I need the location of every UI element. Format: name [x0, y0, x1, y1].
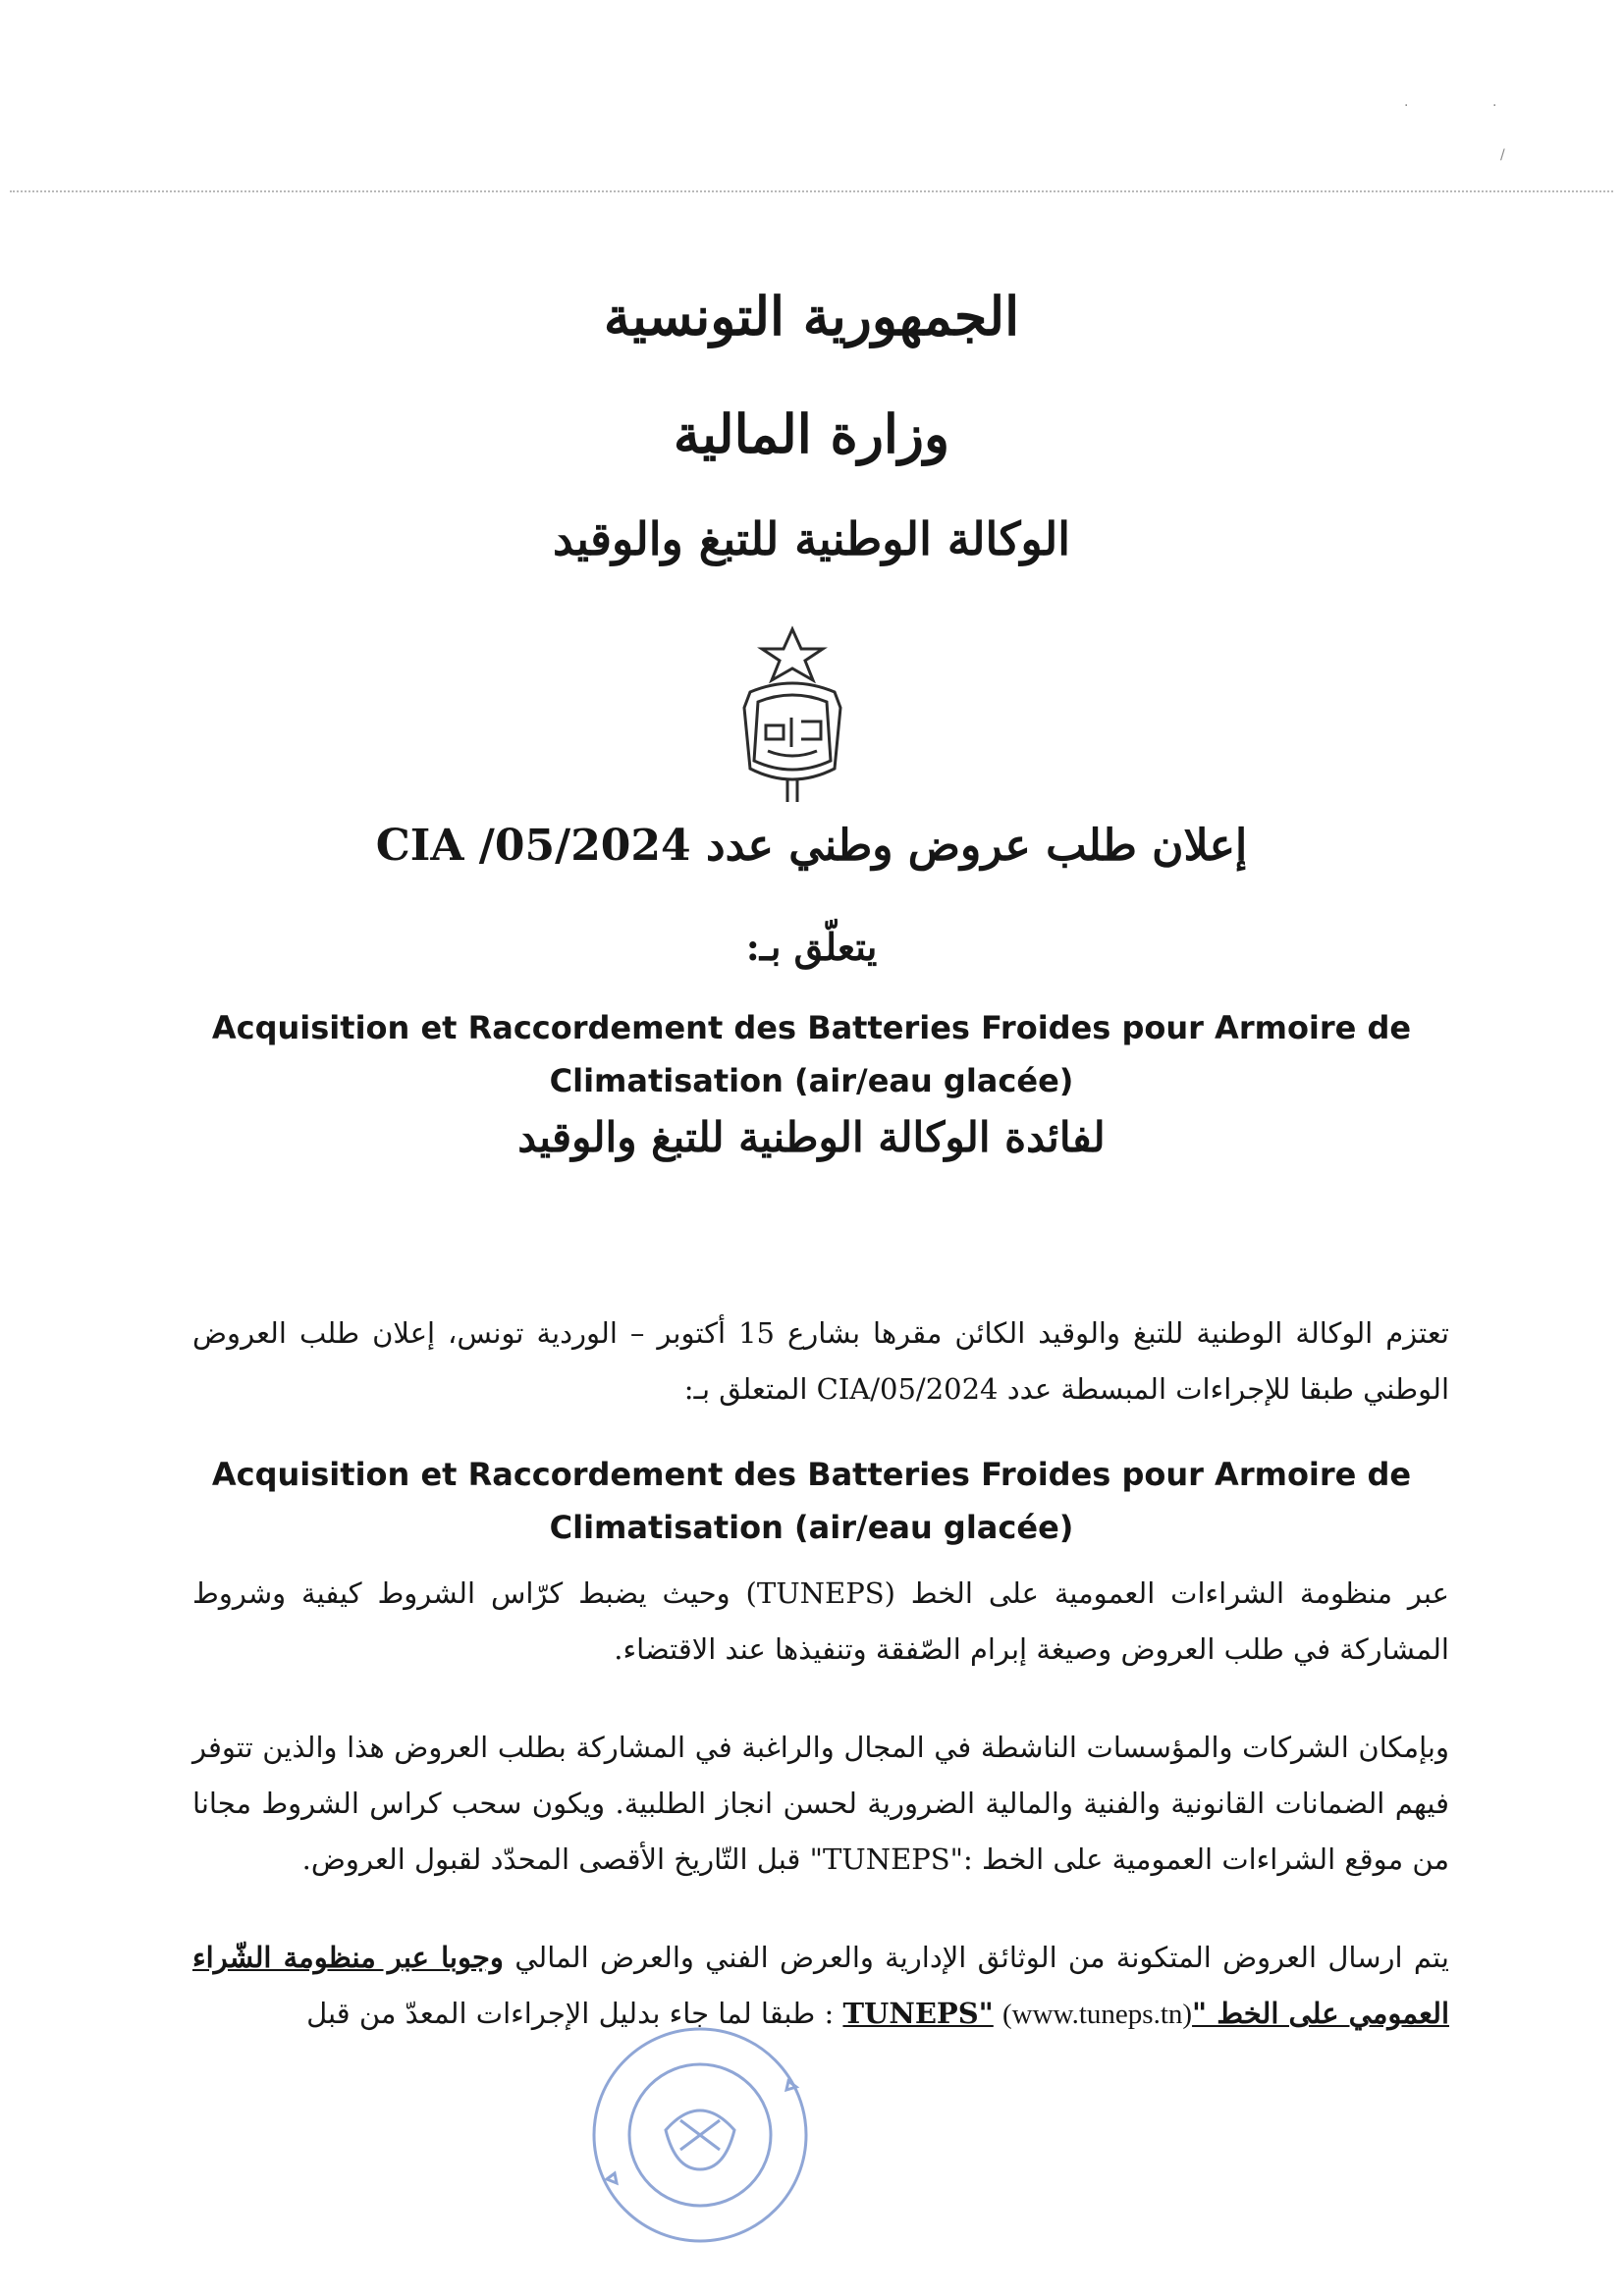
tuneps-paragraph: عبر منظومة الشراءات العمومية على الخط (TUNEPS) وحيث يضبط كرّاس الشروط كيفية وشروط المشاركة في طلب العروض وصيغة إبرام الصّفقة وتنفيذها عند الاقتضاء. [192, 1576, 1449, 1666]
notice-title: إعلان طلب عروض وطني عدد 2024/CIA /05 [375, 821, 1248, 871]
submission-mandatory-text: وجوبا عبر منظومة الشّراء العمومي على الخط "TUNEPS" [192, 1941, 1449, 2030]
page-top-rule [10, 190, 1613, 192]
subject-title [196, 1001, 1427, 1107]
official-stamp-icon [587, 2022, 813, 2248]
scan-speck: · [1404, 98, 1409, 114]
eligibility-paragraph: وبإمكان الشركات والمؤسسات الناشطة في المجال والراغبة في المشاركة بطلب العروض هذا والذين تتوفر فيهم الضمانات القانونية والفنية والمالية الضرورية لحسن انجاز الطلبية. ويكون سحب كراس الشروط مجانا من موقع الشراءات العمومية على الخط :"TUNEPS" قبل التّاريخ الأقصى المحدّد لقبول العروض. [192, 1731, 1449, 1876]
subject-repeat [196, 1448, 1427, 1554]
submission-text-end: : طبقا لما جاء بدليل الإجراءات المعدّ من قبل [306, 1997, 835, 2030]
ministry-heading: وزارة المالية [673, 402, 950, 465]
relates-to-label: يتعلّق بـ: [745, 925, 878, 969]
tuneps-link[interactable]: (www.tuneps.tn) [1002, 1999, 1193, 2030]
submission-paragraph [192, 1930, 1449, 2043]
intro-paragraph: تعتزم الوكالة الوطنية للتبغ والوقيد الكائن مقرها بشارع 15 أكتوبر – الوردية تونس، إعلان طلب العروض الوطني طبقا للإجراءات المبسطة عدد 2024/CIA/05 المتعلق بـ: [192, 1316, 1449, 1406]
country-heading: الجمهورية التونسية [603, 285, 1020, 347]
scan-speck: / [1500, 147, 1505, 163]
beneficiary-heading: لفائدة الوكالة الوطنية للتبغ والوقيد [517, 1113, 1106, 1161]
scan-speck: · [1492, 98, 1497, 114]
subject-title-line-1: Acquisition et Raccordement des Batteries Froides pour Armoire de [211, 1009, 1412, 1046]
agency-logo-icon [732, 623, 852, 810]
subject-title-line-2: Climatisation (air/eau glacée) [549, 1062, 1074, 1099]
subject-repeat-line-1: Acquisition et Raccordement des Batteries Froides pour Armoire de [211, 1456, 1412, 1493]
agency-heading: الوكالة الوطنية للتبغ والوقيد [552, 512, 1071, 565]
subject-repeat-line-2: Climatisation (air/eau glacée) [549, 1509, 1074, 1546]
submission-text-start: يتم ارسال العروض المتكونة من الوثائق الإدارية والعرض الفني والعرض المالي [503, 1941, 1449, 1974]
